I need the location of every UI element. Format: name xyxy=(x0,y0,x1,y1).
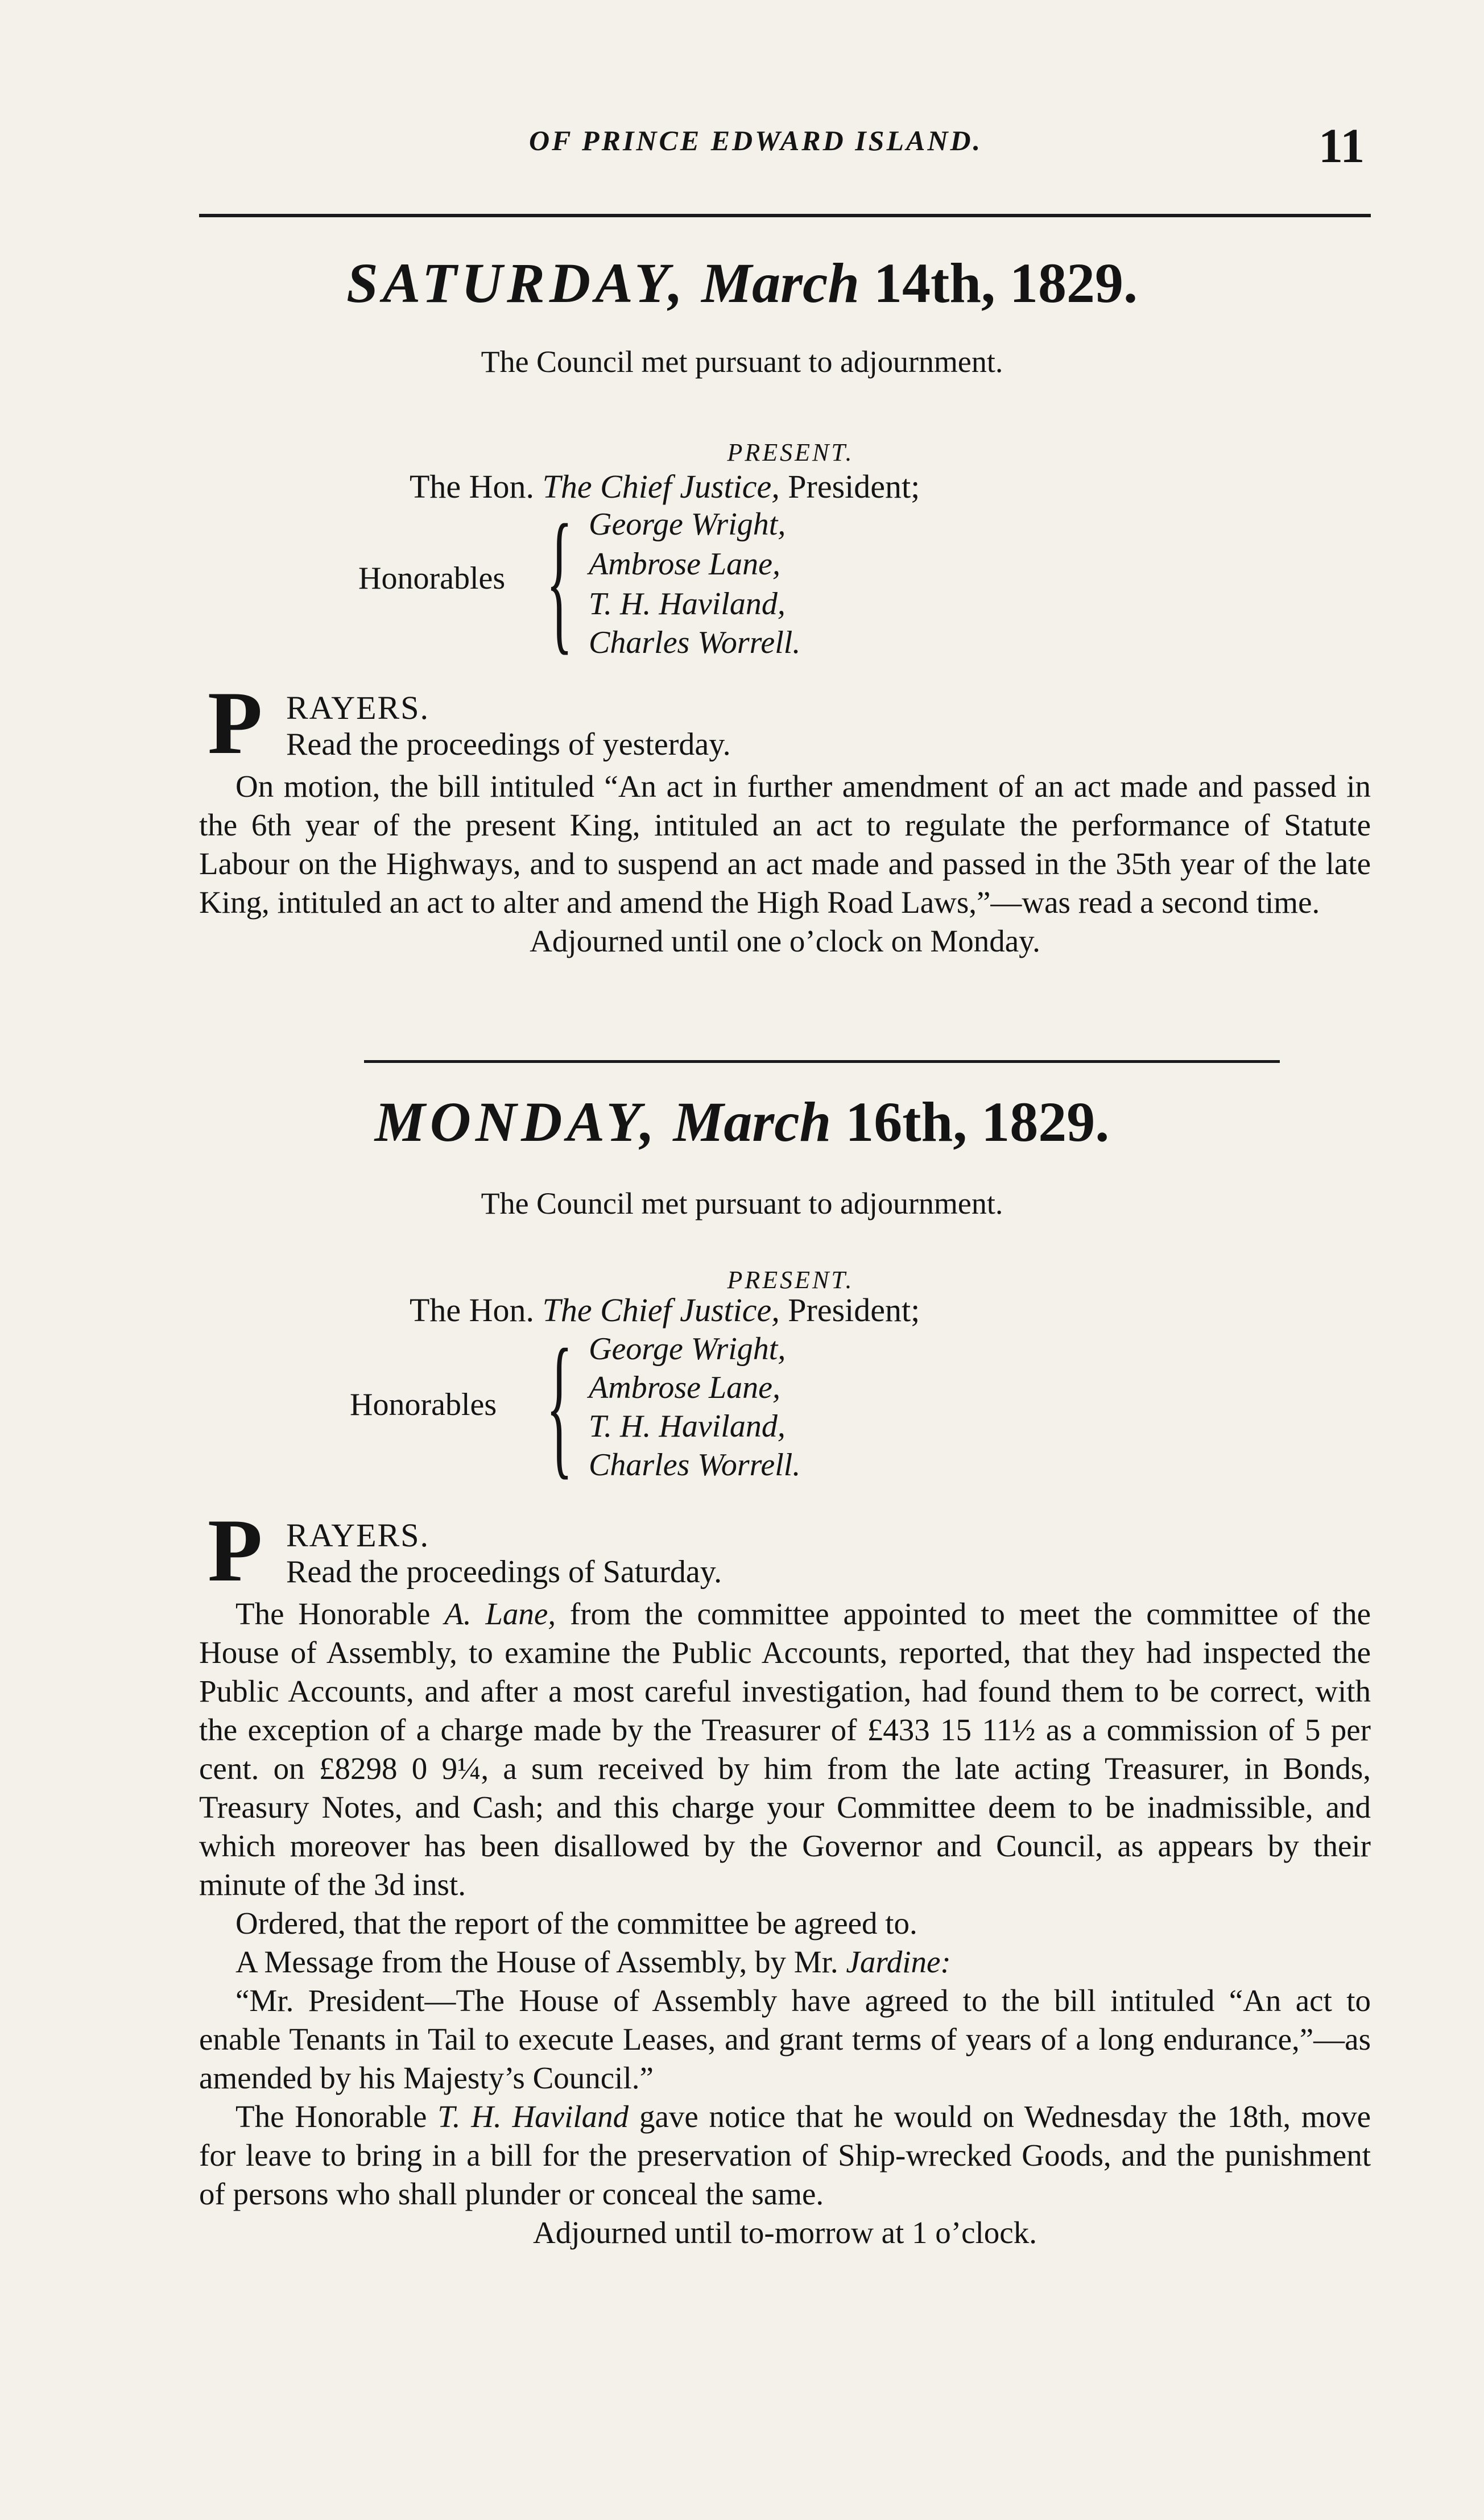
message-intro-paragraph xyxy=(199,1943,1371,1981)
page-number: 11 xyxy=(1318,118,1365,173)
member-name: A. Lane, xyxy=(444,1596,556,1631)
members-brace: { xyxy=(546,491,573,668)
hon-prefix: The Hon. xyxy=(410,468,535,505)
header-rule xyxy=(199,214,1371,217)
heading-date: 16th, xyxy=(845,1090,968,1153)
notice-text: gave notice that he would on Wednesday the 18th, move for leave to bring in a bill for the preservation of Ship-wrecked Goods, and the punishment of persons who shall plunder or conceal the same. xyxy=(199,2099,1371,2211)
running-header xyxy=(0,118,1484,175)
heading-year: 1829. xyxy=(981,1090,1110,1153)
motion-paragraph: On motion, the bill intituled “An act in further amendment of an act made and passed in the 6th year of the present King, intituled an act to regulate the performance of Statute Labour on the Highways, and to suspend an act made and passed in the 35th year of the late King, intituled an act to alter and amend the High Road Laws,”—was read a second time. xyxy=(199,769,1371,920)
read-proceedings-line: Read the proceedings of yesterday. xyxy=(286,727,731,762)
member-name: T. H. Haviland, xyxy=(589,586,786,622)
honorable-prefix: The Honorable xyxy=(235,2099,427,2134)
president-suffix: President; xyxy=(788,1292,920,1329)
prayers-word: RAYERS. xyxy=(286,689,430,726)
member-name: T. H. Haviland xyxy=(437,2099,629,2134)
report-text: from the committee appointed to meet the committee of the House of Assembly, to examine the Public Accounts, reported, that they had inspected the Public Accounts, and after a most careful investigation, had found them to be correct, with the exception of a charge made by the Treasurer of £433 15 11½ as a commission of 5 per cent. on £8298 0 9¼, a sum received by him from the late acting Treasurer, in Bonds, Treasury Notes, and Cash; and this charge your Committee deem to be inadmissible, and which moreover has been disallowed by the Governor and Council, as appears by their minute of the 3d inst. xyxy=(199,1596,1371,1902)
heading-day: MONDAY, xyxy=(374,1090,659,1153)
prayers-heading xyxy=(199,673,1371,773)
adjourned-line: Adjourned until one o’clock on Monday. xyxy=(530,924,1040,958)
hon-prefix: The Hon. xyxy=(410,1292,535,1329)
president-line xyxy=(410,467,920,506)
committee-report-paragraph xyxy=(199,1595,1371,1904)
member-name: Ambrose Lane, xyxy=(589,547,781,582)
prayers-heading xyxy=(199,1501,1371,1600)
heading-day: SATURDAY, xyxy=(346,251,688,315)
heading-date: 14th, xyxy=(874,251,995,315)
message-prefix: A Message from the House of Assembly, by Mr. xyxy=(235,1944,838,1979)
member-name: Charles Worrell. xyxy=(589,625,801,660)
adjourned-line: Adjourned until to-morrow at 1 o’clock. xyxy=(533,2215,1037,2250)
heading-year: 1829. xyxy=(1009,251,1138,315)
running-title: OF PRINCE EDWARD ISLAND. xyxy=(529,125,983,156)
president-name: The Chief Justice, xyxy=(542,468,780,505)
member-name: George Wright, xyxy=(589,507,786,542)
member-name: Jardine: xyxy=(846,1944,951,1979)
present-label: PRESENT. xyxy=(727,438,854,466)
honorables-label: Honorables xyxy=(350,1387,497,1422)
notice-paragraph xyxy=(199,2097,1371,2213)
drop-cap: P xyxy=(208,1501,263,1600)
member-name: Ambrose Lane, xyxy=(589,1370,781,1405)
heading-month: March xyxy=(673,1090,832,1153)
proceedings-saturday xyxy=(199,673,1371,961)
date-heading-monday xyxy=(0,1089,1484,1155)
honorables-label: Honorables xyxy=(358,561,506,596)
heading-month: March xyxy=(701,251,860,315)
members-brace: { xyxy=(546,1316,573,1493)
section-divider xyxy=(364,1060,1280,1063)
president-line xyxy=(410,1291,920,1329)
member-name: George Wright, xyxy=(589,1331,786,1367)
drop-cap: P xyxy=(208,673,263,773)
proceedings-monday xyxy=(199,1501,1371,2252)
date-heading-saturday xyxy=(0,250,1484,316)
message-body-paragraph: “Mr. President—The House of Assembly have agreed to the bill intituled “An act to enable Tenants in Tail to execute Leases, and grant terms of years of a long endurance,”—as amended by his Majesty’s Council.” xyxy=(199,1983,1371,2095)
prayers-word: RAYERS. xyxy=(286,1517,430,1554)
member-name: Charles Worrell. xyxy=(589,1447,801,1483)
president-suffix: President; xyxy=(788,468,920,505)
honorable-prefix: The Honorable xyxy=(235,1596,431,1631)
read-proceedings-line: Read the proceedings of Saturday. xyxy=(286,1554,722,1590)
ordered-paragraph: Ordered, that the report of the committee be agreed to. xyxy=(235,1906,917,1940)
council-met-line: The Council met pursuant to adjournment. xyxy=(481,345,1003,379)
present-label: PRESENT. xyxy=(727,1266,854,1294)
council-met-line: The Council met pursuant to adjournment. xyxy=(481,1186,1003,1220)
president-name: The Chief Justice, xyxy=(542,1292,780,1329)
member-name: T. H. Haviland, xyxy=(589,1409,786,1444)
